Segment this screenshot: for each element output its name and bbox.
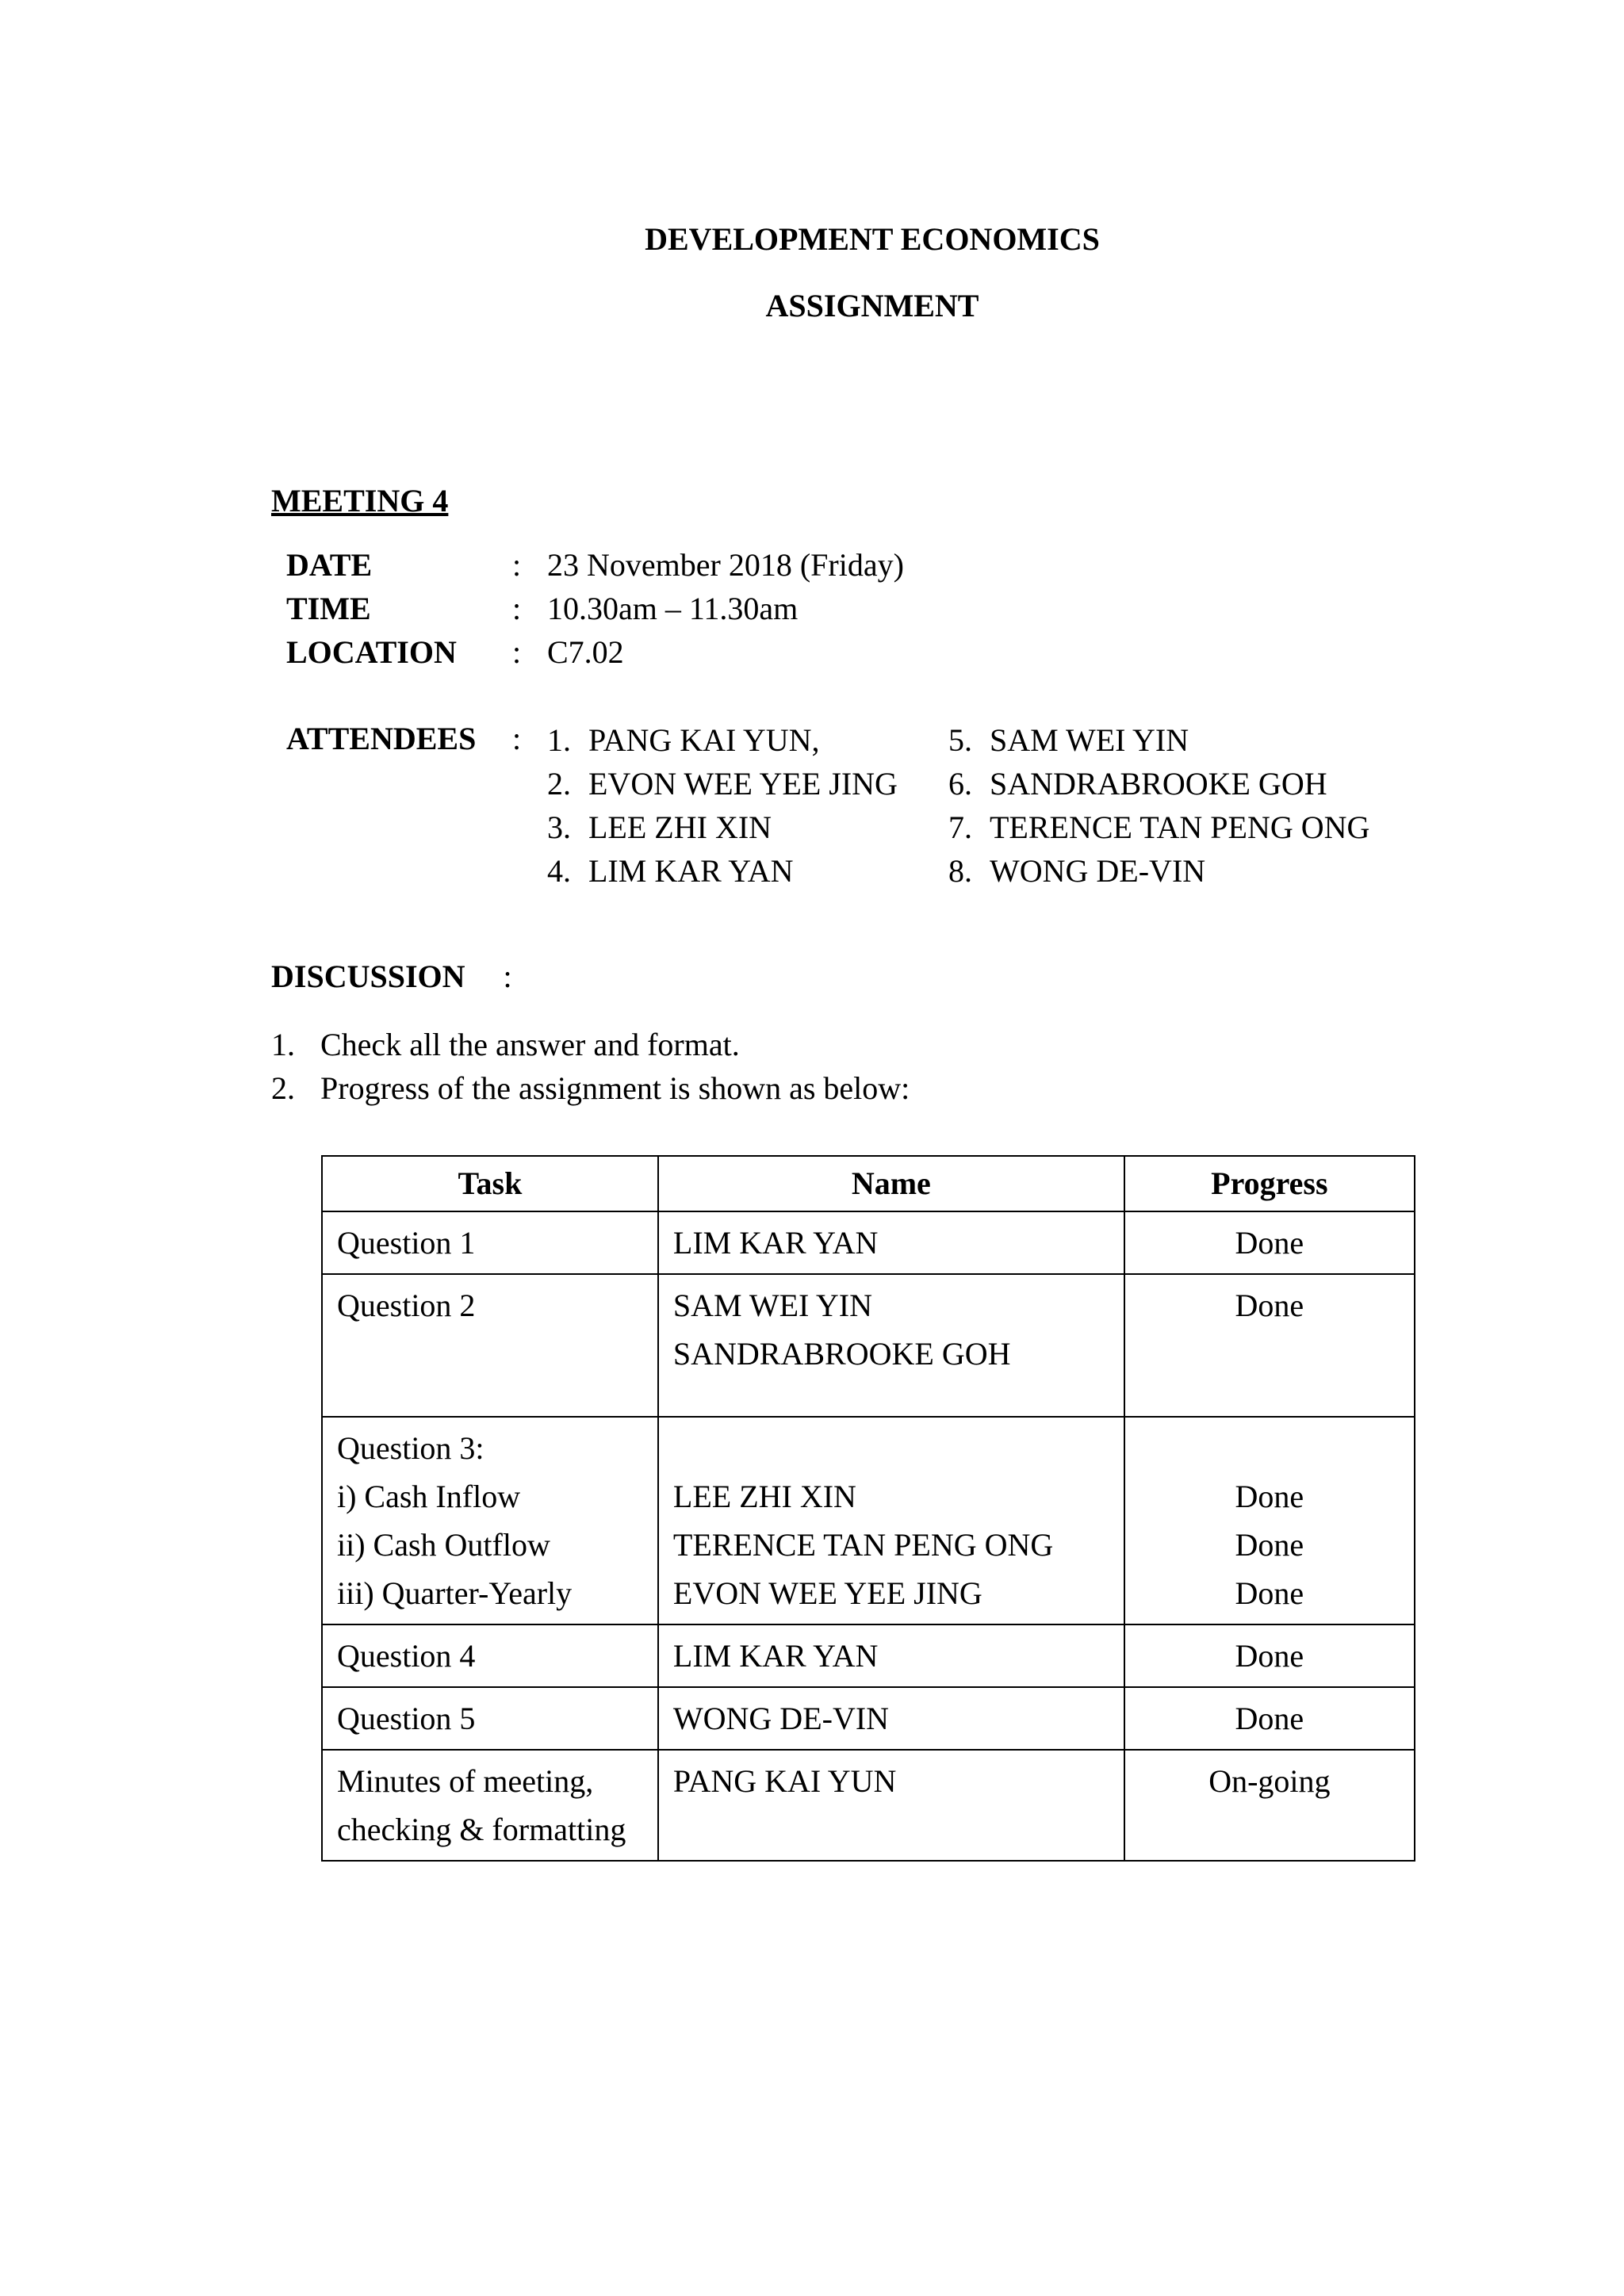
progress-table [321, 1155, 1415, 1862]
name-line: LEE ZHI XIN [672, 1479, 856, 1514]
attendee-item [547, 722, 820, 758]
task-cell: Question 1 [322, 1211, 658, 1274]
attendees-label: ATTENDEES [286, 721, 477, 756]
name-line: TERENCE TAN PENG ONG [672, 1527, 1054, 1563]
attendee-item [948, 855, 1205, 887]
progress-line: Done [1235, 1575, 1304, 1611]
date-row [286, 543, 904, 587]
task-heading: Question 3: [337, 1430, 485, 1466]
task-cell: Question 4 [322, 1624, 658, 1687]
name-cell: LIM KAR YAN [658, 1211, 1124, 1274]
task-line: Minutes of meeting, [337, 1763, 594, 1799]
attendee-name: SANDRABROOKE GOH [990, 766, 1327, 802]
subtask: i) Cash Inflow [337, 1479, 521, 1514]
table-row [322, 1274, 1415, 1417]
time-row [286, 587, 798, 631]
name-cell [658, 1417, 1124, 1624]
attendee-item [547, 809, 772, 845]
attendee-name: TERENCE TAN PENG ONG [990, 809, 1370, 845]
discussion-text: Progress of the assignment is shown as below: [320, 1070, 910, 1106]
table-row [322, 1624, 1415, 1687]
discussion-colon: : [503, 959, 512, 994]
attendee-number: 7. [948, 809, 972, 845]
subtask: iii) Quarter-Yearly [337, 1575, 573, 1611]
meeting-heading: MEETING 4 [271, 483, 449, 519]
attendee-name: LEE ZHI XIN [588, 809, 772, 845]
name-cell [658, 1274, 1124, 1417]
table-row [322, 1417, 1415, 1624]
attendee-name: SAM WEI YIN [990, 722, 1189, 758]
discussion-heading [271, 961, 512, 993]
attendee-name: LIM KAR YAN [588, 853, 794, 889]
table-row [322, 1750, 1415, 1861]
attendee-item [547, 768, 898, 800]
attendee-number: 1. [547, 722, 571, 758]
attendee-name: WONG DE-VIN [990, 853, 1206, 889]
name-cell: PANG KAI YUN [658, 1750, 1124, 1861]
discussion-item [271, 1070, 910, 1106]
task-cell: Question 2 [322, 1274, 658, 1417]
date-value: 23 November 2018 (Friday) [547, 547, 904, 583]
time-colon: : [512, 591, 522, 626]
attendee-item [948, 768, 1327, 800]
header-task: Task [322, 1156, 658, 1211]
date-label: DATE [286, 547, 373, 583]
name-line: SANDRABROOKE GOH [672, 1336, 1011, 1372]
name-cell: LIM KAR YAN [658, 1624, 1124, 1687]
discussion-text: Check all the answer and format. [320, 1027, 740, 1062]
attendee-number: 5. [948, 722, 972, 758]
attendee-number: 6. [948, 766, 972, 802]
attendee-number: 8. [948, 853, 972, 889]
header-name: Name [658, 1156, 1124, 1211]
attendees-colon: : [512, 721, 522, 756]
attendee-name: PANG KAI YUN, [588, 722, 820, 758]
progress-line: Done [1235, 1527, 1304, 1563]
discussion-number: 1. [271, 1027, 295, 1062]
header-progress: Progress [1124, 1156, 1415, 1211]
subtask: ii) Cash Outflow [337, 1527, 550, 1563]
progress-cell: Done [1124, 1274, 1415, 1417]
discussion-item [271, 1029, 740, 1061]
location-label: LOCATION [286, 634, 457, 670]
attendee-number: 2. [547, 766, 571, 802]
location-row [286, 630, 624, 675]
discussion-label: DISCUSSION [271, 959, 465, 994]
progress-cell [1124, 1417, 1415, 1624]
table-row [322, 1687, 1415, 1750]
name-line: SAM WEI YIN [672, 1288, 872, 1323]
task-cell [322, 1417, 658, 1624]
attendee-item [547, 855, 794, 887]
table-header-row [322, 1156, 1415, 1211]
attendee-number: 3. [547, 809, 571, 845]
name-cell: WONG DE-VIN [658, 1687, 1124, 1750]
location-colon: : [512, 634, 522, 670]
location-value: C7.02 [547, 634, 624, 670]
time-label: TIME [286, 591, 371, 626]
progress-cell: Done [1124, 1687, 1415, 1750]
time-value: 10.30am – 11.30am [547, 591, 799, 626]
attendee-number: 4. [547, 853, 571, 889]
document-subtitle: ASSIGNMENT [765, 288, 979, 323]
document-title: DEVELOPMENT ECONOMICS [645, 221, 1100, 257]
attendees-row [286, 717, 547, 761]
attendee-item [948, 809, 1370, 845]
progress-cell: Done [1124, 1624, 1415, 1687]
name-line: EVON WEE YEE JING [672, 1575, 982, 1611]
progress-cell: On-going [1124, 1750, 1415, 1861]
progress-cell: Done [1124, 1211, 1415, 1274]
task-cell [322, 1750, 658, 1861]
task-cell: Question 5 [322, 1687, 658, 1750]
date-colon: : [512, 547, 522, 583]
table-row [322, 1211, 1415, 1274]
progress-line: Done [1235, 1479, 1304, 1514]
discussion-number: 2. [271, 1070, 295, 1106]
task-line: checking & formatting [337, 1812, 626, 1847]
attendee-name: EVON WEE YEE JING [588, 766, 898, 802]
attendee-item [948, 722, 1189, 758]
